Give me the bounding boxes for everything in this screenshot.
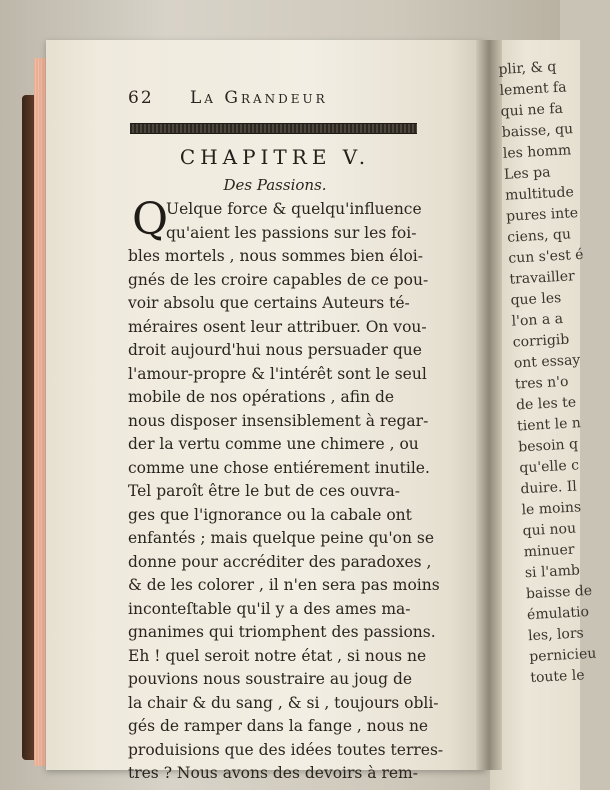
- right-text-line: qu'elle c: [518, 457, 580, 477]
- right-text-line: tres n'o: [514, 373, 569, 393]
- text-line: mobile de nos opérations , afin de: [128, 388, 395, 406]
- text-line: donne pour accréditer des paradoxes ,: [128, 552, 432, 571]
- right-text-line: plir, & q: [498, 58, 557, 78]
- text-line: droit aujourd'hui nous persuader que: [128, 341, 422, 359]
- text-line: voir absolu que certains Auteurs té-: [128, 294, 410, 312]
- right-text-line: travailler: [509, 268, 576, 288]
- text-line: bles mortels , nous sommes bien éloi-: [128, 247, 423, 265]
- right-text-line: corrigib: [512, 331, 570, 351]
- right-text-line: duire. Il: [520, 478, 578, 498]
- right-text-line: les homm: [502, 142, 572, 162]
- right-text-line: l'on a a: [511, 310, 564, 330]
- right-text-line: de les te: [515, 394, 577, 414]
- drop-cap: Q: [132, 194, 169, 245]
- text-line: enfantés ; mais quelque peine qu'on se: [128, 529, 435, 547]
- right-text-line: tient le n: [516, 415, 582, 435]
- text-line: Tel paroît être le but de ces ouvra-: [128, 482, 400, 500]
- right-text-line: lement fa: [499, 79, 567, 99]
- right-text-line: pernicieu: [528, 645, 597, 666]
- book-gutter: [476, 40, 502, 770]
- text-line: ges que l'ignorance ou la cabale ont: [128, 505, 412, 524]
- ornamental-rule: [130, 123, 417, 134]
- right-text-line: besoin q: [517, 436, 579, 456]
- text-line: Uelque force & quelqu'influence: [166, 200, 422, 218]
- right-text-line: émulatio: [526, 604, 590, 624]
- text-line: comme une chose entiérement inutile.: [128, 458, 430, 477]
- text-line: inconteſtable qu'il y a des ames ma-: [128, 599, 411, 618]
- body-text: [128, 194, 444, 786]
- right-text-line: multitude: [504, 184, 575, 204]
- chapter-subtitle: Des Passions.: [223, 176, 327, 194]
- text-line: méraires osent leur attribuer. On vou-: [128, 317, 427, 336]
- text-line: la chair & du sang , & si , toujours obli-: [128, 693, 439, 712]
- page-number: 62: [128, 88, 154, 108]
- page-header: [128, 88, 428, 112]
- right-text-line: baisse de: [525, 582, 593, 603]
- text-line: & de les colorer , il n'en sera pas moins: [128, 576, 440, 594]
- right-text-line: cun s'est é: [507, 246, 584, 267]
- running-title: La Grandeur: [190, 88, 328, 108]
- text-line: gnés de les croire capables de ce pou-: [128, 270, 429, 289]
- right-text-line: si l'amb: [524, 562, 581, 582]
- text-line: tres ? Nous avons des devoirs à rem-: [128, 764, 418, 782]
- text-line: Eh ! quel seroit notre état , si nous ne: [128, 646, 427, 665]
- text-line: gés de ramper dans la fange , nous ne: [128, 717, 429, 735]
- chapter-title: CHAPITRE V.: [179, 145, 371, 169]
- text-line: pouvions nous soustraire au joug de: [128, 670, 413, 688]
- right-text-line: minuer: [523, 541, 575, 561]
- text-line: gnanimes qui triomphent des passions.: [128, 623, 436, 641]
- right-text-line: que les: [510, 290, 562, 309]
- right-text-line: toute le: [529, 667, 585, 687]
- right-text-line: Les pa: [503, 164, 551, 183]
- text-line: produisions que des idées toutes terres-: [128, 740, 444, 759]
- text-line: qu'aient les passions sur les foi-: [166, 223, 417, 242]
- right-text-line: qui ne fa: [500, 100, 564, 120]
- right-text-line: qui nou: [522, 520, 577, 540]
- right-text-line: les, lors: [527, 625, 585, 645]
- text-line: l'amour-propre & l'intérêt sont le seul: [128, 364, 427, 383]
- right-text-line: ont essay: [513, 352, 581, 372]
- right-text-line: baisse, qu: [501, 121, 574, 141]
- right-text-line: pures inte: [505, 205, 579, 225]
- right-text-line: ciens, qu: [506, 226, 572, 246]
- text-line: der la vertu comme une chimere , ou: [128, 435, 419, 453]
- right-text-line: le moins: [521, 499, 582, 519]
- text-line: nous disposer insensiblement à regar-: [128, 411, 429, 430]
